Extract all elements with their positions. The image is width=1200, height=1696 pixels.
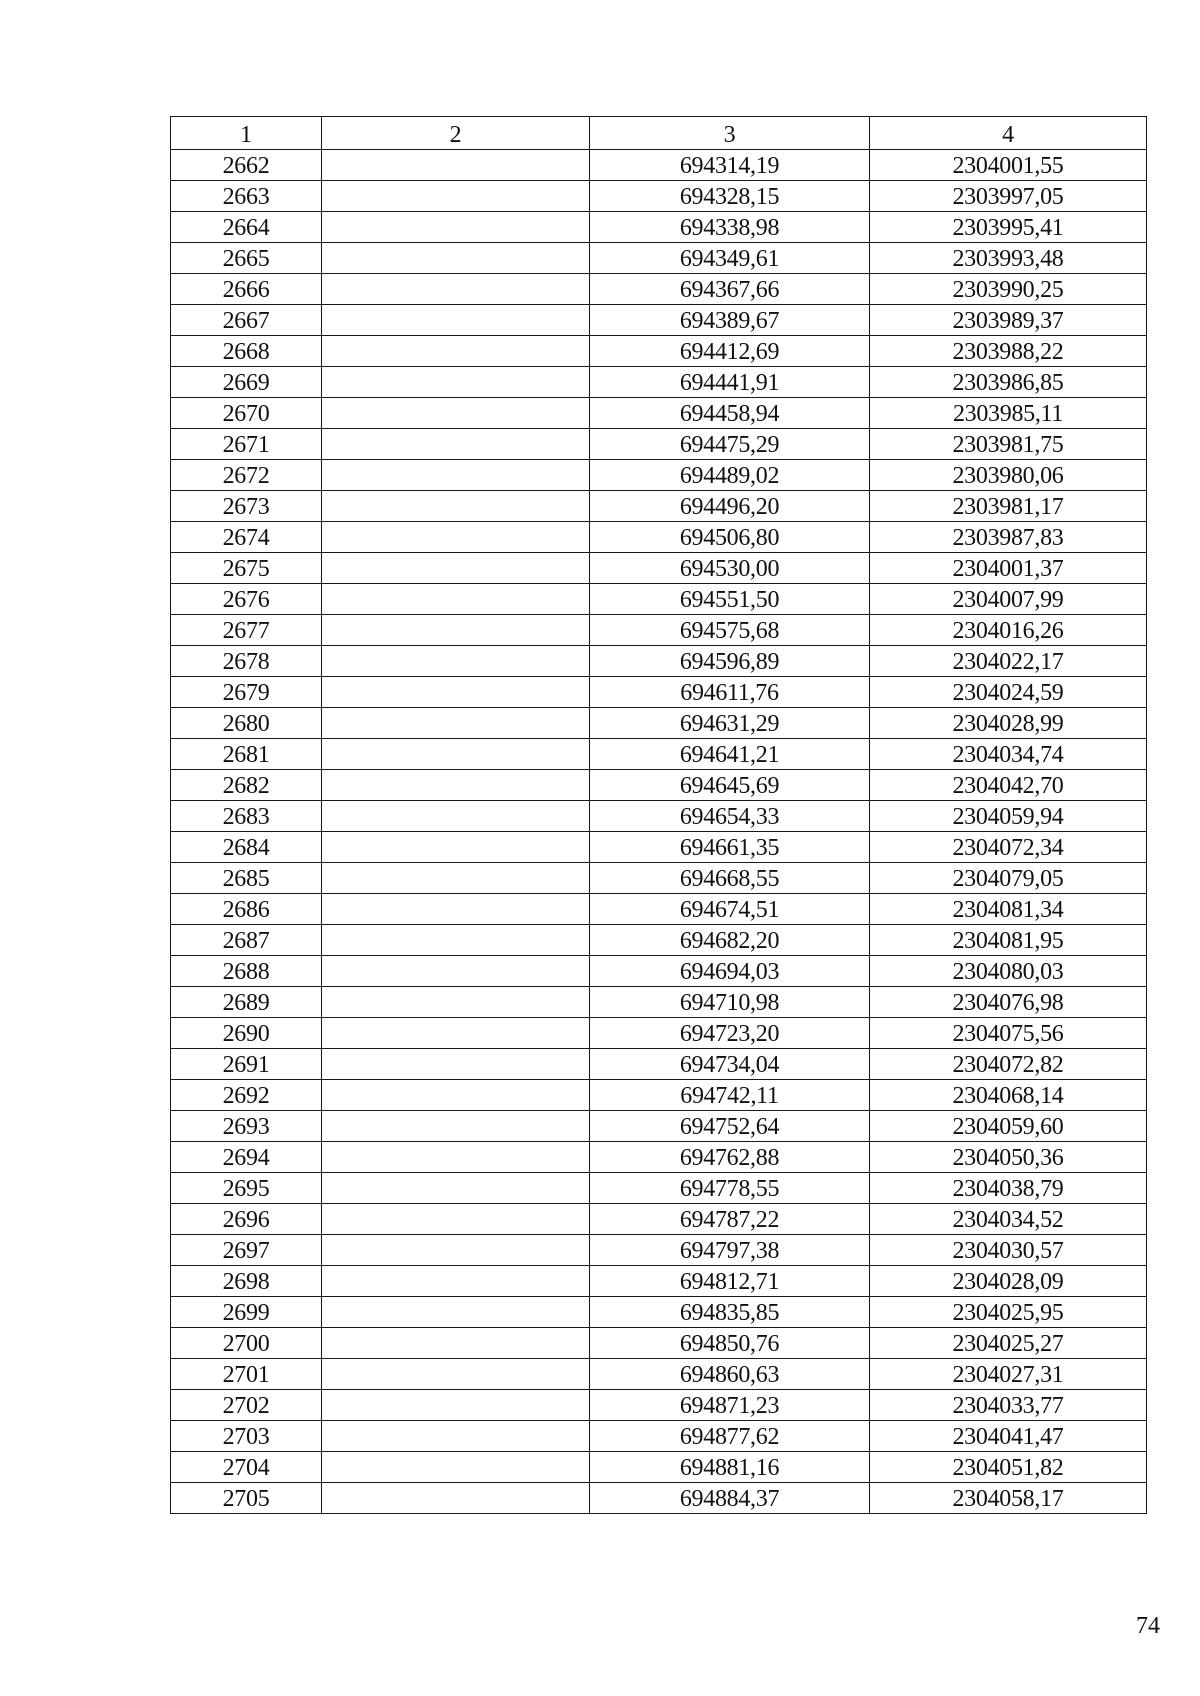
column-2-cell <box>322 367 590 398</box>
column-2-cell <box>322 274 590 305</box>
column-2-cell <box>322 243 590 274</box>
table-row <box>171 1080 1147 1111</box>
y-coordinate-cell: 2304081,34 <box>870 894 1147 925</box>
y-coordinate-cell: 2303989,37 <box>870 305 1147 336</box>
table-row <box>171 181 1147 212</box>
y-coordinate-cell: 2304022,17 <box>870 646 1147 677</box>
column-2-cell <box>322 1235 590 1266</box>
table-row <box>171 150 1147 181</box>
x-coordinate-cell: 694530,00 <box>590 553 870 584</box>
x-coordinate-cell: 694835,85 <box>590 1297 870 1328</box>
point-number-cell: 2705 <box>171 1483 322 1514</box>
coordinates-table <box>170 116 1147 1514</box>
point-number-cell: 2687 <box>171 925 322 956</box>
table-row <box>171 1421 1147 1452</box>
column-2-cell <box>322 894 590 925</box>
x-coordinate-cell: 694661,35 <box>590 832 870 863</box>
column-2-cell <box>322 1142 590 1173</box>
column-2-cell <box>322 460 590 491</box>
column-2-cell <box>322 584 590 615</box>
y-coordinate-cell: 2304075,56 <box>870 1018 1147 1049</box>
point-number-cell: 2686 <box>171 894 322 925</box>
table-row <box>171 1452 1147 1483</box>
point-number-cell: 2688 <box>171 956 322 987</box>
y-coordinate-cell: 2304027,31 <box>870 1359 1147 1390</box>
column-2-cell <box>322 1452 590 1483</box>
point-number-cell: 2675 <box>171 553 322 584</box>
y-coordinate-cell: 2304025,95 <box>870 1297 1147 1328</box>
y-coordinate-cell: 2303985,11 <box>870 398 1147 429</box>
x-coordinate-cell: 694752,64 <box>590 1111 870 1142</box>
column-2-cell <box>322 1080 590 1111</box>
x-coordinate-cell: 694812,71 <box>590 1266 870 1297</box>
point-number-cell: 2690 <box>171 1018 322 1049</box>
column-2-cell <box>322 801 590 832</box>
table-row <box>171 646 1147 677</box>
column-2-cell <box>322 739 590 770</box>
y-coordinate-cell: 2303990,25 <box>870 274 1147 305</box>
column-header-4: 4 <box>870 117 1147 150</box>
y-coordinate-cell: 2304041,47 <box>870 1421 1147 1452</box>
x-coordinate-cell: 694762,88 <box>590 1142 870 1173</box>
point-number-cell: 2703 <box>171 1421 322 1452</box>
x-coordinate-cell: 694314,19 <box>590 150 870 181</box>
y-coordinate-cell: 2304076,98 <box>870 987 1147 1018</box>
table-row <box>171 584 1147 615</box>
table-row <box>171 460 1147 491</box>
y-coordinate-cell: 2304034,74 <box>870 739 1147 770</box>
point-number-cell: 2670 <box>171 398 322 429</box>
y-coordinate-cell: 2304024,59 <box>870 677 1147 708</box>
column-2-cell <box>322 491 590 522</box>
column-2-cell <box>322 677 590 708</box>
y-coordinate-cell: 2304059,94 <box>870 801 1147 832</box>
y-coordinate-cell: 2304034,52 <box>870 1204 1147 1235</box>
x-coordinate-cell: 694349,61 <box>590 243 870 274</box>
x-coordinate-cell: 694871,23 <box>590 1390 870 1421</box>
y-coordinate-cell: 2303980,06 <box>870 460 1147 491</box>
point-number-cell: 2691 <box>171 1049 322 1080</box>
point-number-cell: 2702 <box>171 1390 322 1421</box>
table-row <box>171 274 1147 305</box>
point-number-cell: 2700 <box>171 1328 322 1359</box>
table-row <box>171 212 1147 243</box>
column-2-cell <box>322 863 590 894</box>
table-row <box>171 243 1147 274</box>
column-2-cell <box>322 925 590 956</box>
x-coordinate-cell: 694884,37 <box>590 1483 870 1514</box>
y-coordinate-cell: 2304079,05 <box>870 863 1147 894</box>
table-row <box>171 1173 1147 1204</box>
column-2-cell <box>322 1111 590 1142</box>
y-coordinate-cell: 2304080,03 <box>870 956 1147 987</box>
x-coordinate-cell: 694668,55 <box>590 863 870 894</box>
point-number-cell: 2672 <box>171 460 322 491</box>
x-coordinate-cell: 694850,76 <box>590 1328 870 1359</box>
y-coordinate-cell: 2304058,17 <box>870 1483 1147 1514</box>
y-coordinate-cell: 2304001,55 <box>870 150 1147 181</box>
point-number-cell: 2677 <box>171 615 322 646</box>
table-row <box>171 894 1147 925</box>
y-coordinate-cell: 2304050,36 <box>870 1142 1147 1173</box>
table-row <box>171 925 1147 956</box>
header-row <box>171 117 1147 150</box>
x-coordinate-cell: 694710,98 <box>590 987 870 1018</box>
x-coordinate-cell: 694441,91 <box>590 367 870 398</box>
x-coordinate-cell: 694742,11 <box>590 1080 870 1111</box>
y-coordinate-cell: 2303981,75 <box>870 429 1147 460</box>
table-row <box>171 305 1147 336</box>
table-row <box>171 1328 1147 1359</box>
point-number-cell: 2674 <box>171 522 322 553</box>
table-row <box>171 1235 1147 1266</box>
table-row <box>171 553 1147 584</box>
y-coordinate-cell: 2304051,82 <box>870 1452 1147 1483</box>
column-header-3: 3 <box>590 117 870 150</box>
y-coordinate-cell: 2304068,14 <box>870 1080 1147 1111</box>
column-2-cell <box>322 181 590 212</box>
page-number: 74 <box>1136 1613 1160 1639</box>
y-coordinate-cell: 2304028,09 <box>870 1266 1147 1297</box>
x-coordinate-cell: 694328,15 <box>590 181 870 212</box>
table-row <box>171 1049 1147 1080</box>
x-coordinate-cell: 694877,62 <box>590 1421 870 1452</box>
column-2-cell <box>322 1173 590 1204</box>
point-number-cell: 2666 <box>171 274 322 305</box>
point-number-cell: 2704 <box>171 1452 322 1483</box>
column-2-cell <box>322 832 590 863</box>
table-header <box>171 117 1147 150</box>
table-row <box>171 770 1147 801</box>
table-row <box>171 987 1147 1018</box>
column-2-cell <box>322 1328 590 1359</box>
table-row <box>171 429 1147 460</box>
point-number-cell: 2689 <box>171 987 322 1018</box>
point-number-cell: 2685 <box>171 863 322 894</box>
table-body <box>171 150 1147 1514</box>
point-number-cell: 2667 <box>171 305 322 336</box>
column-2-cell <box>322 305 590 336</box>
column-2-cell <box>322 1018 590 1049</box>
column-2-cell <box>322 398 590 429</box>
x-coordinate-cell: 694458,94 <box>590 398 870 429</box>
table-row <box>171 491 1147 522</box>
column-2-cell <box>322 1204 590 1235</box>
point-number-cell: 2692 <box>171 1080 322 1111</box>
x-coordinate-cell: 694475,29 <box>590 429 870 460</box>
x-coordinate-cell: 694797,38 <box>590 1235 870 1266</box>
point-number-cell: 2663 <box>171 181 322 212</box>
column-2-cell <box>322 708 590 739</box>
y-coordinate-cell: 2303987,83 <box>870 522 1147 553</box>
y-coordinate-cell: 2304025,27 <box>870 1328 1147 1359</box>
x-coordinate-cell: 694694,03 <box>590 956 870 987</box>
y-coordinate-cell: 2303997,05 <box>870 181 1147 212</box>
column-2-cell <box>322 522 590 553</box>
x-coordinate-cell: 694631,29 <box>590 708 870 739</box>
y-coordinate-cell: 2304033,77 <box>870 1390 1147 1421</box>
table-row <box>171 1483 1147 1514</box>
y-coordinate-cell: 2303986,85 <box>870 367 1147 398</box>
y-coordinate-cell: 2304001,37 <box>870 553 1147 584</box>
y-coordinate-cell: 2304030,57 <box>870 1235 1147 1266</box>
y-coordinate-cell: 2303993,48 <box>870 243 1147 274</box>
y-coordinate-cell: 2304059,60 <box>870 1111 1147 1142</box>
table-row <box>171 1018 1147 1049</box>
y-coordinate-cell: 2303988,22 <box>870 336 1147 367</box>
x-coordinate-cell: 694389,67 <box>590 305 870 336</box>
table-row <box>171 1142 1147 1173</box>
point-number-cell: 2676 <box>171 584 322 615</box>
x-coordinate-cell: 694551,50 <box>590 584 870 615</box>
column-2-cell <box>322 429 590 460</box>
column-2-cell <box>322 1297 590 1328</box>
column-2-cell <box>322 956 590 987</box>
column-2-cell <box>322 770 590 801</box>
point-number-cell: 2695 <box>171 1173 322 1204</box>
y-coordinate-cell: 2303981,17 <box>870 491 1147 522</box>
point-number-cell: 2697 <box>171 1235 322 1266</box>
x-coordinate-cell: 694412,69 <box>590 336 870 367</box>
column-2-cell <box>322 987 590 1018</box>
table-row <box>171 367 1147 398</box>
table-row <box>171 1204 1147 1235</box>
point-number-cell: 2665 <box>171 243 322 274</box>
x-coordinate-cell: 694496,20 <box>590 491 870 522</box>
column-2-cell <box>322 150 590 181</box>
column-2-cell <box>322 1049 590 1080</box>
x-coordinate-cell: 694654,33 <box>590 801 870 832</box>
column-2-cell <box>322 1359 590 1390</box>
point-number-cell: 2684 <box>171 832 322 863</box>
y-coordinate-cell: 2304038,79 <box>870 1173 1147 1204</box>
column-2-cell <box>322 553 590 584</box>
table-row <box>171 1111 1147 1142</box>
table-row <box>171 1266 1147 1297</box>
table-row <box>171 956 1147 987</box>
point-number-cell: 2671 <box>171 429 322 460</box>
y-coordinate-cell: 2304072,34 <box>870 832 1147 863</box>
point-number-cell: 2701 <box>171 1359 322 1390</box>
table-row <box>171 1359 1147 1390</box>
point-number-cell: 2699 <box>171 1297 322 1328</box>
point-number-cell: 2679 <box>171 677 322 708</box>
table-row <box>171 522 1147 553</box>
x-coordinate-cell: 694778,55 <box>590 1173 870 1204</box>
x-coordinate-cell: 694860,63 <box>590 1359 870 1390</box>
y-coordinate-cell: 2304016,26 <box>870 615 1147 646</box>
column-2-cell <box>322 1421 590 1452</box>
column-2-cell <box>322 1390 590 1421</box>
x-coordinate-cell: 694645,69 <box>590 770 870 801</box>
column-2-cell <box>322 1483 590 1514</box>
point-number-cell: 2664 <box>171 212 322 243</box>
table-row <box>171 1297 1147 1328</box>
table-row <box>171 832 1147 863</box>
point-number-cell: 2678 <box>171 646 322 677</box>
x-coordinate-cell: 694734,04 <box>590 1049 870 1080</box>
point-number-cell: 2662 <box>171 150 322 181</box>
point-number-cell: 2682 <box>171 770 322 801</box>
point-number-cell: 2669 <box>171 367 322 398</box>
column-header-1: 1 <box>171 117 322 150</box>
column-2-cell <box>322 212 590 243</box>
x-coordinate-cell: 694596,89 <box>590 646 870 677</box>
table-row <box>171 801 1147 832</box>
table-row <box>171 336 1147 367</box>
x-coordinate-cell: 694489,02 <box>590 460 870 491</box>
table-row <box>171 708 1147 739</box>
x-coordinate-cell: 694787,22 <box>590 1204 870 1235</box>
point-number-cell: 2693 <box>171 1111 322 1142</box>
x-coordinate-cell: 694881,16 <box>590 1452 870 1483</box>
table-row <box>171 1390 1147 1421</box>
y-coordinate-cell: 2304081,95 <box>870 925 1147 956</box>
column-2-cell <box>322 615 590 646</box>
y-coordinate-cell: 2304042,70 <box>870 770 1147 801</box>
point-number-cell: 2698 <box>171 1266 322 1297</box>
x-coordinate-cell: 694338,98 <box>590 212 870 243</box>
column-2-cell <box>322 336 590 367</box>
point-number-cell: 2680 <box>171 708 322 739</box>
column-header-2: 2 <box>322 117 590 150</box>
point-number-cell: 2694 <box>171 1142 322 1173</box>
point-number-cell: 2696 <box>171 1204 322 1235</box>
point-number-cell: 2668 <box>171 336 322 367</box>
table-row <box>171 615 1147 646</box>
table-row <box>171 677 1147 708</box>
y-coordinate-cell: 2304007,99 <box>870 584 1147 615</box>
point-number-cell: 2681 <box>171 739 322 770</box>
x-coordinate-cell: 694641,21 <box>590 739 870 770</box>
table-row <box>171 398 1147 429</box>
point-number-cell: 2683 <box>171 801 322 832</box>
column-2-cell <box>322 646 590 677</box>
y-coordinate-cell: 2303995,41 <box>870 212 1147 243</box>
y-coordinate-cell: 2304028,99 <box>870 708 1147 739</box>
x-coordinate-cell: 694611,76 <box>590 677 870 708</box>
column-2-cell <box>322 1266 590 1297</box>
table-row <box>171 863 1147 894</box>
y-coordinate-cell: 2304072,82 <box>870 1049 1147 1080</box>
table-row <box>171 739 1147 770</box>
x-coordinate-cell: 694682,20 <box>590 925 870 956</box>
x-coordinate-cell: 694575,68 <box>590 615 870 646</box>
x-coordinate-cell: 694367,66 <box>590 274 870 305</box>
point-number-cell: 2673 <box>171 491 322 522</box>
x-coordinate-cell: 694506,80 <box>590 522 870 553</box>
x-coordinate-cell: 694723,20 <box>590 1018 870 1049</box>
x-coordinate-cell: 694674,51 <box>590 894 870 925</box>
